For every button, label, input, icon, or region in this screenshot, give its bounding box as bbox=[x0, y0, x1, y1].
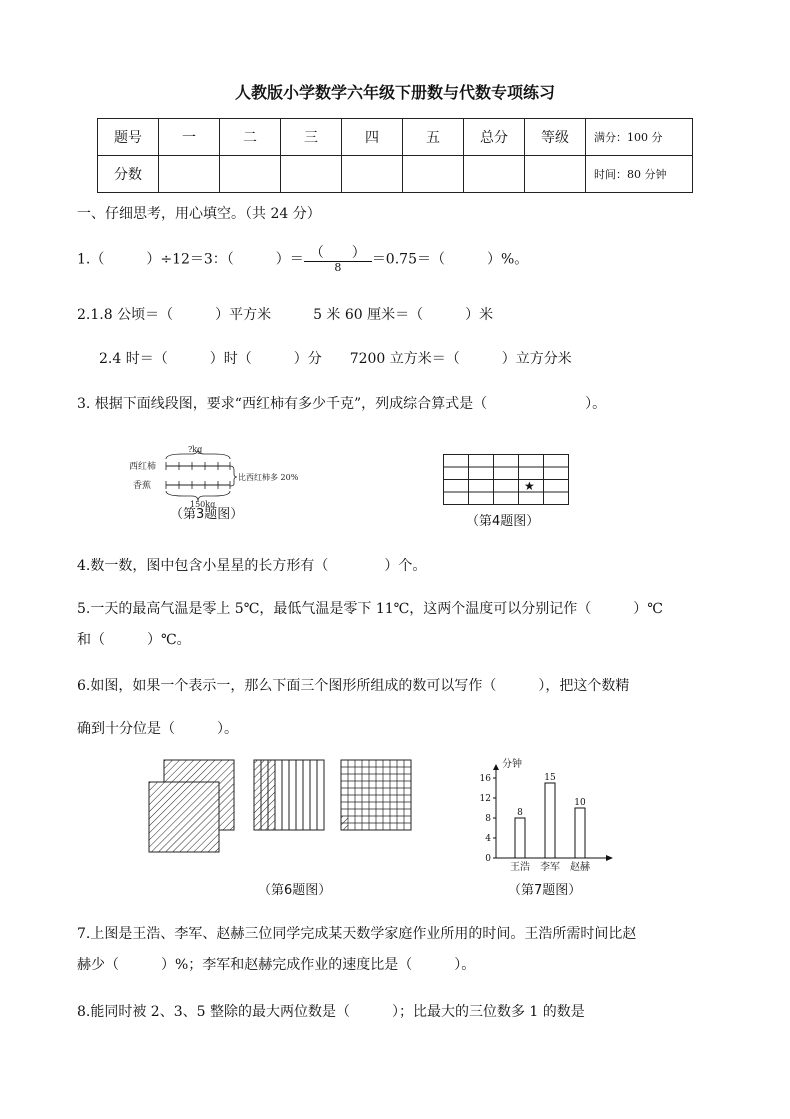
fraction-denominator: 8 bbox=[334, 260, 342, 274]
fraction-numerator: （ ） bbox=[304, 246, 372, 262]
table-cell: 等级 bbox=[525, 119, 586, 156]
y-tick-label: 8 bbox=[485, 814, 491, 824]
figure-6-caption: （第6题图） bbox=[258, 883, 332, 898]
page-title: 人教版小学数学六年级下册数与代数专项练习 bbox=[234, 83, 555, 102]
question-8: 8.能同时被 2、3、5 整除的最大两位数是（ ）；比最大的三位数多 1 的数是 bbox=[77, 1004, 585, 1020]
x-tick-label: 李军 bbox=[540, 862, 560, 873]
y-tick-label: 0 bbox=[485, 854, 491, 864]
fraction bbox=[304, 246, 372, 273]
question-2a: 2.1.8 公顷＝（ ）平方米 5 米 60 厘米＝（ ）米 bbox=[77, 307, 494, 323]
question-6b: 确到十分位是（ ）。 bbox=[77, 721, 238, 737]
question-1-text-a: 1.（ ）÷12＝3：（ ）＝ bbox=[77, 251, 304, 268]
side-brace bbox=[230, 466, 237, 486]
question-7a: 7.上图是王浩、李军、赵赫三位同学完成某天数学家庭作业所用的时间。王浩所需时间比赵 bbox=[77, 926, 637, 942]
segment-diagram bbox=[128, 444, 318, 508]
grid-lines bbox=[443, 454, 569, 505]
y-axis-arrow bbox=[493, 764, 499, 770]
score-table-score-row bbox=[98, 156, 693, 193]
table-cell: 总分 bbox=[464, 119, 525, 156]
score-input-cell[interactable] bbox=[403, 156, 464, 193]
score-input-cell[interactable] bbox=[525, 156, 586, 193]
star-grid bbox=[443, 454, 571, 506]
question-7b: 赫少（ ）%；李军和赵赫完成作业的速度比是（ ）。 bbox=[77, 957, 476, 973]
question-5a: 5.一天的最高气温是零上 5℃，最低气温是零下 11℃，这两个温度可以分别记作（ ）℃ bbox=[77, 601, 663, 617]
y-axis-label: 分钟 bbox=[502, 759, 522, 770]
table-cell: 三 bbox=[281, 119, 342, 156]
question-2b: 2.4 时＝（ ）时（ ）分 7200 立方米＝（ ）立方分米 bbox=[99, 351, 572, 367]
figure-4-caption: （第4题图） bbox=[466, 514, 540, 529]
table-cell: 五 bbox=[403, 119, 464, 156]
data-label: 15 bbox=[544, 773, 556, 783]
hundredths-square bbox=[341, 760, 411, 830]
star-icon: ★ bbox=[524, 479, 535, 493]
full-marks-cell: 满分：100 分 bbox=[586, 119, 693, 156]
score-table-header-row bbox=[98, 119, 693, 156]
other-label: 香蕉 bbox=[133, 481, 152, 491]
table-cell: 分数 bbox=[98, 156, 159, 193]
x-axis-arrow bbox=[606, 855, 613, 861]
question-1-text-b: ＝0.75＝（ ）%。 bbox=[371, 251, 529, 268]
score-input-cell[interactable] bbox=[220, 156, 281, 193]
score-input-cell[interactable] bbox=[342, 156, 403, 193]
bar bbox=[515, 818, 525, 858]
time-cell: 时间：80 分钟 bbox=[586, 156, 693, 193]
bar bbox=[545, 783, 555, 858]
question-1 bbox=[77, 246, 528, 273]
x-tick-label: 王浩 bbox=[510, 862, 530, 873]
tomato-label: 西红柿 bbox=[129, 462, 157, 472]
figure-7-caption: （第7题图） bbox=[508, 883, 582, 898]
table-cell: 一 bbox=[159, 119, 220, 156]
y-tick-label: 16 bbox=[479, 774, 491, 784]
bar bbox=[575, 808, 585, 858]
score-input-cell[interactable] bbox=[464, 156, 525, 193]
bar-chart bbox=[472, 754, 622, 874]
bottom-brace-label: 150kg bbox=[190, 500, 216, 508]
front-square bbox=[149, 782, 219, 852]
side-brace-label: 比西红柿多 20% bbox=[238, 473, 299, 482]
table-cell: 题号 bbox=[98, 119, 159, 156]
top-brace-label: ?kg bbox=[188, 445, 203, 454]
score-table bbox=[97, 118, 693, 193]
fraction-squares-figure bbox=[146, 758, 416, 854]
question-6a: 6.如图，如果一个表示一，那么下面三个图形所组成的数可以写作（ ），把这个数精 bbox=[77, 678, 630, 694]
question-4: 4.数一数，图中包含小星星的长方形有（ ）个。 bbox=[77, 558, 427, 574]
score-input-cell[interactable] bbox=[159, 156, 220, 193]
data-label: 8 bbox=[517, 808, 523, 818]
question-5b: 和（ ）℃。 bbox=[77, 632, 191, 648]
y-tick-label: 12 bbox=[479, 794, 491, 804]
question-3: 3. 根据下面线段图，要求“西红柿有多少千克”，列成综合算式是（ ）。 bbox=[77, 396, 607, 412]
y-tick-label: 4 bbox=[485, 834, 491, 844]
tenths-square bbox=[254, 760, 324, 830]
x-tick-label: 赵赫 bbox=[570, 862, 590, 873]
table-cell: 二 bbox=[220, 119, 281, 156]
score-input-cell[interactable] bbox=[281, 156, 342, 193]
section-heading: 一、仔细思考，用心填空。（共 24 分） bbox=[77, 206, 321, 222]
data-label: 10 bbox=[574, 798, 586, 808]
table-cell: 四 bbox=[342, 119, 403, 156]
figure-3-caption: （第3题图） bbox=[170, 507, 244, 522]
